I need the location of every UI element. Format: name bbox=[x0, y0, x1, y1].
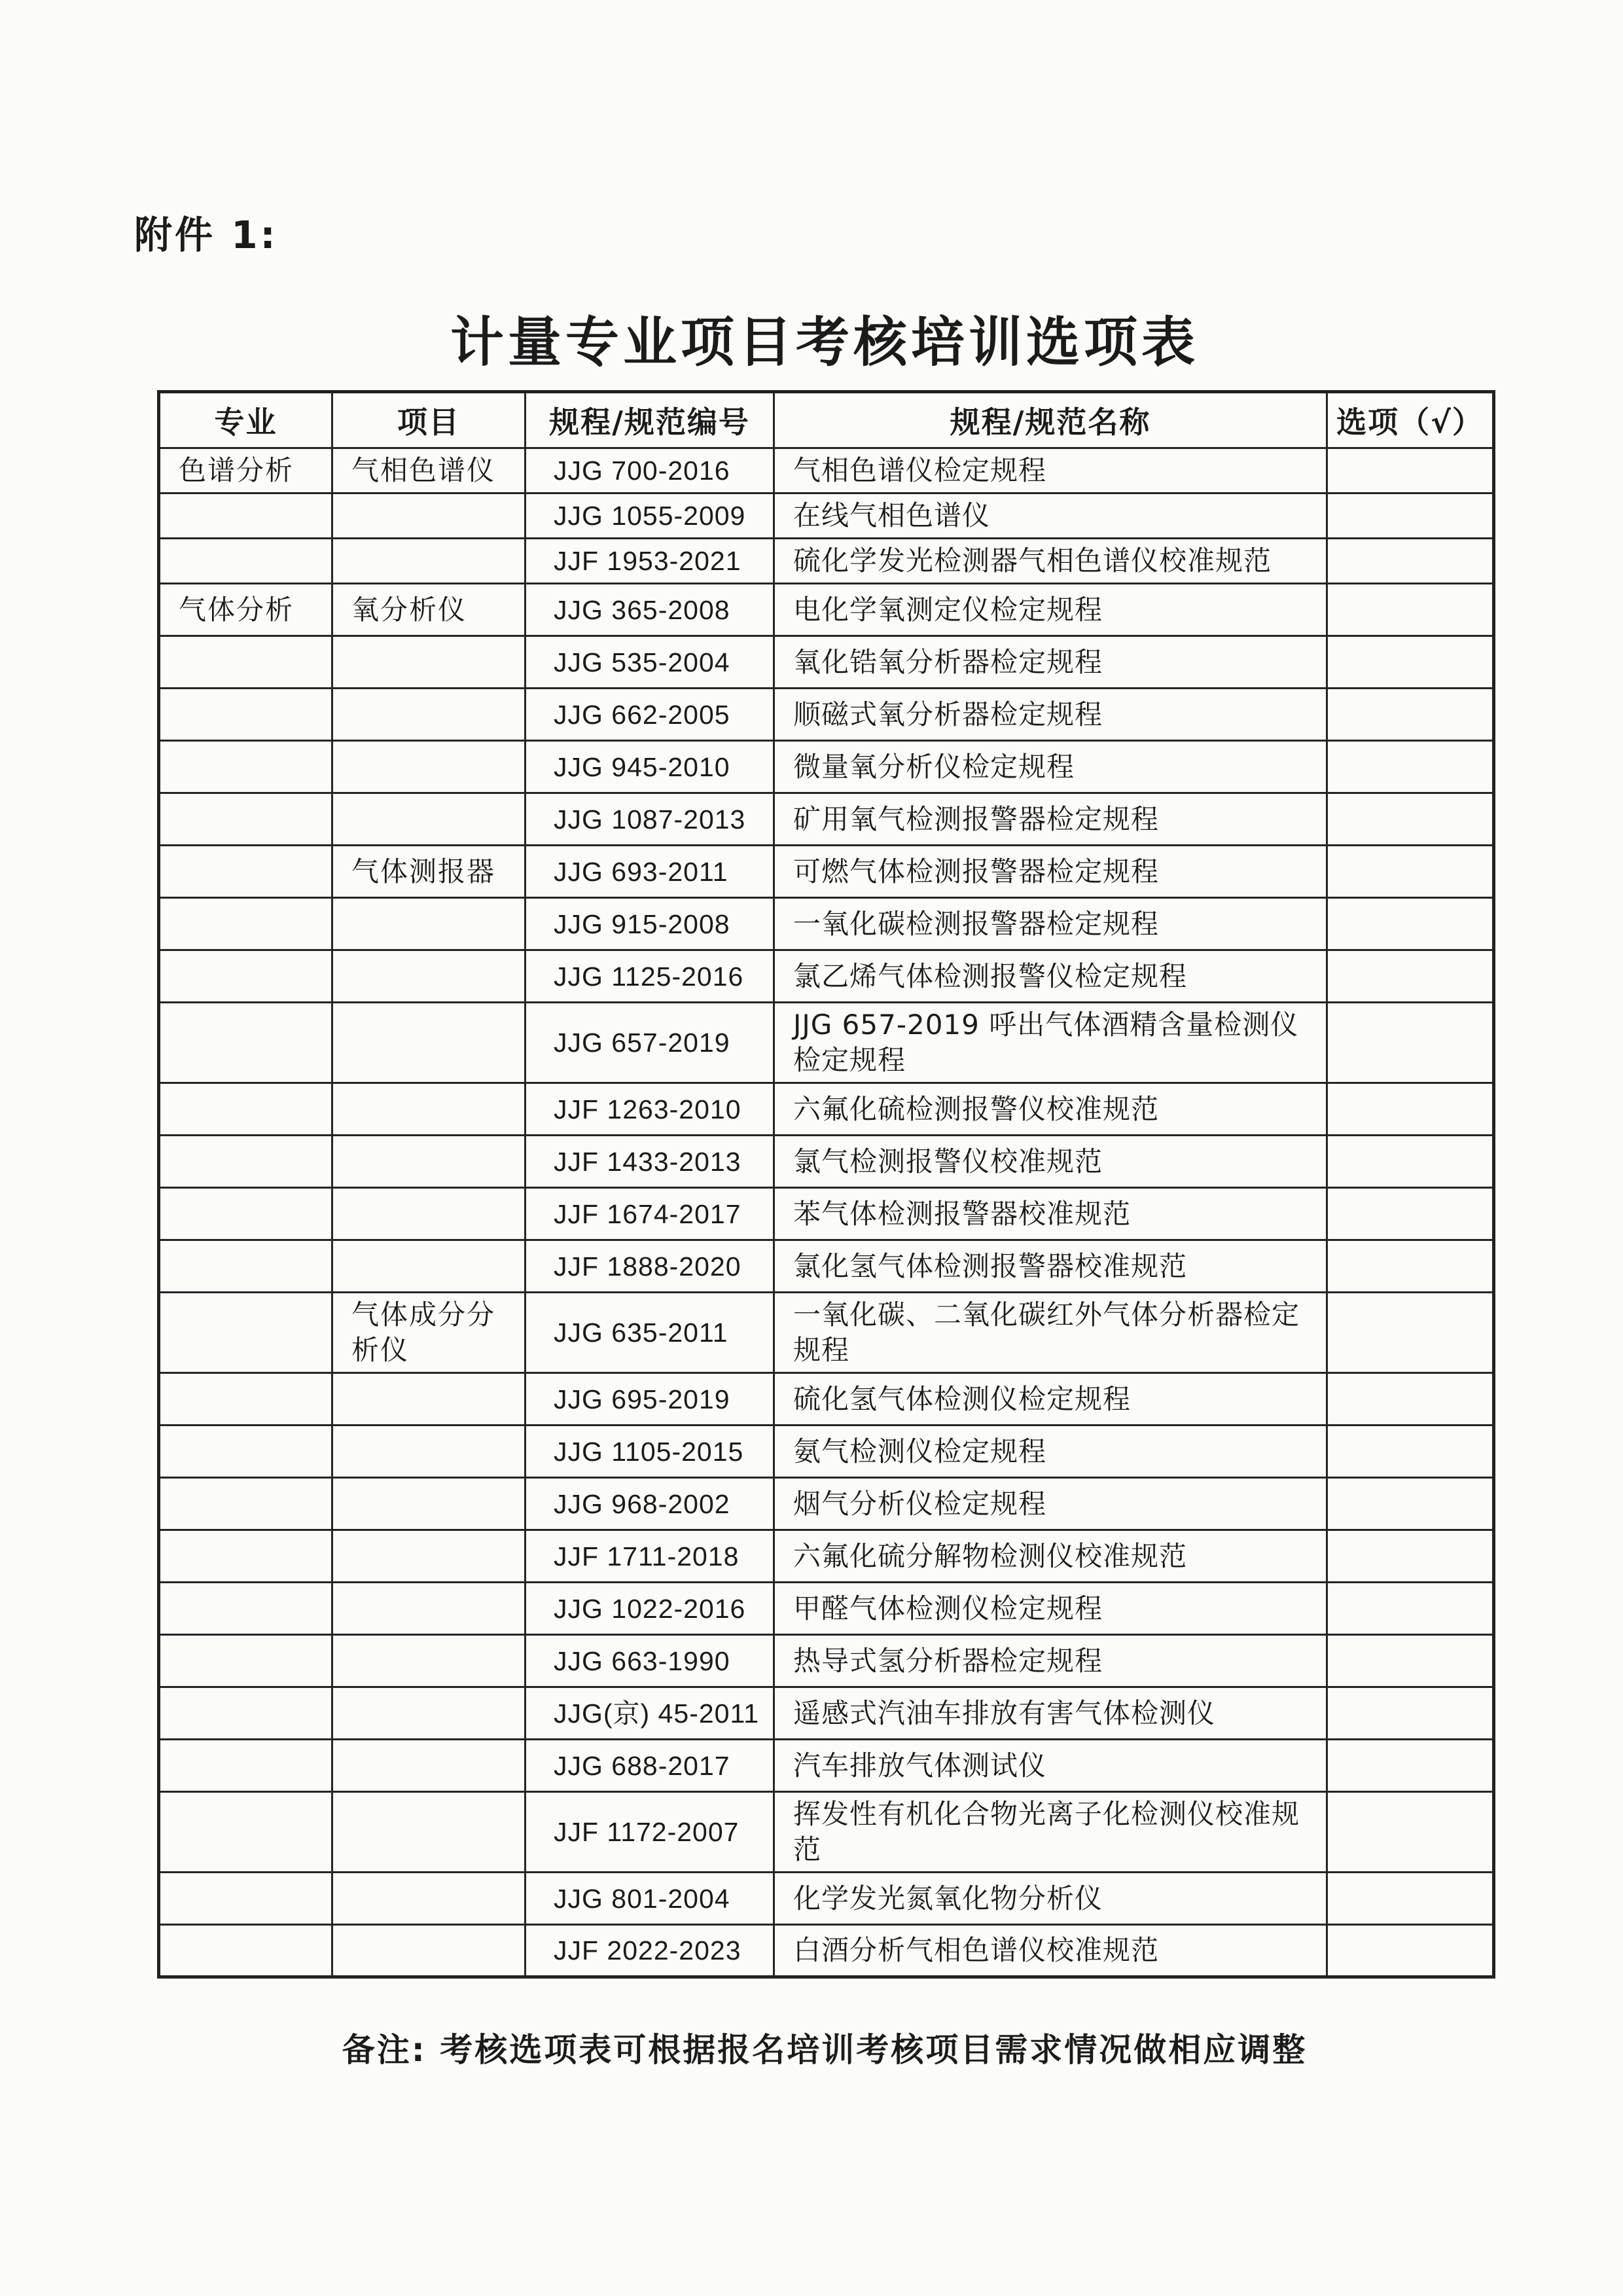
cell-name: 一氧化碳、二氧化碳红外气体分析器检定规程 bbox=[774, 1293, 1327, 1373]
table-row bbox=[159, 741, 1494, 793]
cell-name: 硫化氢气体检测仪检定规程 bbox=[774, 1373, 1327, 1426]
cell-option bbox=[1327, 1003, 1494, 1083]
cell-option bbox=[1327, 1740, 1494, 1792]
table-row bbox=[159, 1792, 1494, 1873]
cell-option bbox=[1327, 1478, 1494, 1530]
header-specialty: 专业 bbox=[159, 392, 332, 448]
cell-specialty bbox=[159, 1740, 332, 1792]
cell-specialty bbox=[159, 1240, 332, 1293]
table-row bbox=[159, 1873, 1494, 1925]
table-row bbox=[159, 1530, 1494, 1583]
cell-specialty bbox=[159, 1136, 332, 1188]
table-row bbox=[159, 1136, 1494, 1188]
cell-option bbox=[1327, 1687, 1494, 1740]
cell-specialty bbox=[159, 1083, 332, 1136]
cell-option bbox=[1327, 584, 1494, 636]
cell-option bbox=[1327, 950, 1494, 1003]
cell-project bbox=[332, 539, 526, 584]
cell-project bbox=[332, 689, 526, 741]
cell-project bbox=[332, 1188, 526, 1240]
table-row bbox=[159, 1240, 1494, 1293]
table-row bbox=[159, 898, 1494, 950]
cell-project bbox=[332, 793, 526, 846]
cell-name: 在线气相色谱仪 bbox=[774, 493, 1327, 539]
cell-project bbox=[332, 1740, 526, 1792]
cell-project bbox=[332, 1083, 526, 1136]
cell-code: JJG 635-2011 bbox=[526, 1293, 774, 1373]
cell-name: JJG 657-2019 呼出气体酒精含量检测仪检定规程 bbox=[774, 1003, 1327, 1083]
table-row bbox=[159, 689, 1494, 741]
cell-code: JJG 662-2005 bbox=[526, 689, 774, 741]
cell-name: 白酒分析气相色谱仪校准规范 bbox=[774, 1925, 1327, 1977]
cell-specialty: 气体分析 bbox=[159, 584, 332, 636]
table-row bbox=[159, 1293, 1494, 1373]
cell-option bbox=[1327, 1426, 1494, 1478]
cell-project bbox=[332, 741, 526, 793]
table-body bbox=[159, 448, 1494, 1977]
cell-name: 热导式氢分析器检定规程 bbox=[774, 1635, 1327, 1687]
cell-option bbox=[1327, 1530, 1494, 1583]
cell-project bbox=[332, 1792, 526, 1873]
cell-specialty bbox=[159, 1792, 332, 1873]
cell-name: 可燃气体检测报警器检定规程 bbox=[774, 846, 1327, 898]
table-row bbox=[159, 1925, 1494, 1977]
cell-code: JJG 365-2008 bbox=[526, 584, 774, 636]
cell-option bbox=[1327, 741, 1494, 793]
cell-specialty bbox=[159, 539, 332, 584]
cell-option bbox=[1327, 1293, 1494, 1373]
cell-name: 甲醛气体检测仪检定规程 bbox=[774, 1583, 1327, 1635]
cell-code: JJG 663-1990 bbox=[526, 1635, 774, 1687]
cell-name: 顺磁式氧分析器检定规程 bbox=[774, 689, 1327, 741]
cell-project bbox=[332, 1635, 526, 1687]
cell-name: 一氧化碳检测报警器检定规程 bbox=[774, 898, 1327, 950]
table-row bbox=[159, 584, 1494, 636]
table-header bbox=[159, 392, 1494, 448]
cell-option bbox=[1327, 1188, 1494, 1240]
cell-option bbox=[1327, 636, 1494, 689]
cell-name: 矿用氧气检测报警器检定规程 bbox=[774, 793, 1327, 846]
cell-option bbox=[1327, 493, 1494, 539]
cell-project bbox=[332, 1583, 526, 1635]
cell-code: JJF 1172-2007 bbox=[526, 1792, 774, 1873]
cell-project: 气体测报器 bbox=[332, 846, 526, 898]
cell-name: 氨气检测仪检定规程 bbox=[774, 1426, 1327, 1478]
cell-option bbox=[1327, 448, 1494, 493]
cell-specialty bbox=[159, 793, 332, 846]
cell-code: JJG 700-2016 bbox=[526, 448, 774, 493]
table-row bbox=[159, 1687, 1494, 1740]
cell-specialty bbox=[159, 1188, 332, 1240]
table-row bbox=[159, 1083, 1494, 1136]
cell-name: 氯乙烯气体检测报警仪检定规程 bbox=[774, 950, 1327, 1003]
cell-name: 微量氧分析仪检定规程 bbox=[774, 741, 1327, 793]
cell-project bbox=[332, 1925, 526, 1977]
header-option: 选项（√） bbox=[1327, 392, 1494, 448]
cell-specialty bbox=[159, 636, 332, 689]
cell-specialty bbox=[159, 741, 332, 793]
cell-code: JJG 1105-2015 bbox=[526, 1426, 774, 1478]
cell-specialty bbox=[159, 1635, 332, 1687]
cell-project bbox=[332, 1478, 526, 1530]
table-row bbox=[159, 448, 1494, 493]
cell-option bbox=[1327, 1792, 1494, 1873]
cell-code: JJF 1263-2010 bbox=[526, 1083, 774, 1136]
cell-specialty bbox=[159, 1003, 332, 1083]
cell-name: 化学发光氮氧化物分析仪 bbox=[774, 1873, 1327, 1925]
cell-name: 氯化氢气体检测报警器校准规范 bbox=[774, 1240, 1327, 1293]
cell-code: JJG 688-2017 bbox=[526, 1740, 774, 1792]
cell-code: JJF 1711-2018 bbox=[526, 1530, 774, 1583]
table-row bbox=[159, 539, 1494, 584]
cell-specialty bbox=[159, 950, 332, 1003]
cell-option bbox=[1327, 1373, 1494, 1426]
table-row bbox=[159, 493, 1494, 539]
cell-code: JJG 693-2011 bbox=[526, 846, 774, 898]
cell-specialty bbox=[159, 1426, 332, 1478]
cell-project: 气相色谱仪 bbox=[332, 448, 526, 493]
header-name: 规程/规范名称 bbox=[774, 392, 1327, 448]
cell-code: JJG 801-2004 bbox=[526, 1873, 774, 1925]
cell-project: 气体成分分析仪 bbox=[332, 1293, 526, 1373]
cell-code: JJG 695-2019 bbox=[526, 1373, 774, 1426]
cell-code: JJG 535-2004 bbox=[526, 636, 774, 689]
cell-specialty bbox=[159, 1873, 332, 1925]
cell-option bbox=[1327, 1583, 1494, 1635]
cell-code: JJF 2022-2023 bbox=[526, 1925, 774, 1977]
cell-project bbox=[332, 1687, 526, 1740]
cell-specialty bbox=[159, 493, 332, 539]
table-row bbox=[159, 1003, 1494, 1083]
cell-specialty bbox=[159, 1687, 332, 1740]
cell-specialty bbox=[159, 1925, 332, 1977]
cell-name: 硫化学发光检测器气相色谱仪校准规范 bbox=[774, 539, 1327, 584]
cell-option bbox=[1327, 1925, 1494, 1977]
cell-name: 烟气分析仪检定规程 bbox=[774, 1478, 1327, 1530]
table-row bbox=[159, 950, 1494, 1003]
cell-project bbox=[332, 898, 526, 950]
cell-option bbox=[1327, 1136, 1494, 1188]
cell-code: JJF 1888-2020 bbox=[526, 1240, 774, 1293]
table-row bbox=[159, 846, 1494, 898]
table-row bbox=[159, 1635, 1494, 1687]
cell-name: 苯气体检测报警器校准规范 bbox=[774, 1188, 1327, 1240]
cell-name: 遥感式汽油车排放有害气体检测仪 bbox=[774, 1687, 1327, 1740]
cell-code: JJG 1055-2009 bbox=[526, 493, 774, 539]
cell-name: 汽车排放气体测试仪 bbox=[774, 1740, 1327, 1792]
table-row bbox=[159, 1188, 1494, 1240]
training-options-table bbox=[157, 390, 1495, 1979]
cell-code: JJG 1022-2016 bbox=[526, 1583, 774, 1635]
page-title: 计量专业项目考核培训选项表 bbox=[450, 312, 1199, 374]
cell-option bbox=[1327, 898, 1494, 950]
cell-specialty bbox=[159, 898, 332, 950]
cell-project bbox=[332, 1873, 526, 1925]
cell-specialty bbox=[159, 1583, 332, 1635]
cell-option bbox=[1327, 689, 1494, 741]
cell-code: JJF 1953-2021 bbox=[526, 539, 774, 584]
cell-project bbox=[332, 1426, 526, 1478]
attachment-label: 附件 1: bbox=[134, 213, 278, 257]
cell-name: 六氟化硫分解物检测仪校准规范 bbox=[774, 1530, 1327, 1583]
table-row bbox=[159, 1583, 1494, 1635]
cell-code: JJG(京) 45-2011 bbox=[526, 1687, 774, 1740]
cell-specialty bbox=[159, 846, 332, 898]
cell-project bbox=[332, 1373, 526, 1426]
cell-specialty: 色谱分析 bbox=[159, 448, 332, 493]
cell-option bbox=[1327, 846, 1494, 898]
cell-specialty bbox=[159, 1530, 332, 1583]
footer-note: 备注: 考核选项表可根据报名培训考核项目需求情况做相应调整 bbox=[342, 2031, 1308, 2069]
cell-name: 气相色谱仪检定规程 bbox=[774, 448, 1327, 493]
cell-option bbox=[1327, 1083, 1494, 1136]
header-code: 规程/规范编号 bbox=[526, 392, 774, 448]
cell-project bbox=[332, 1136, 526, 1188]
cell-specialty bbox=[159, 689, 332, 741]
table-row bbox=[159, 793, 1494, 846]
cell-specialty bbox=[159, 1293, 332, 1373]
cell-option bbox=[1327, 1635, 1494, 1687]
table-row bbox=[159, 1478, 1494, 1530]
cell-option bbox=[1327, 793, 1494, 846]
cell-name: 氧化锆氧分析器检定规程 bbox=[774, 636, 1327, 689]
cell-project bbox=[332, 493, 526, 539]
cell-name: 氯气检测报警仪校准规范 bbox=[774, 1136, 1327, 1188]
table-row bbox=[159, 1373, 1494, 1426]
cell-project bbox=[332, 1003, 526, 1083]
cell-code: JJF 1674-2017 bbox=[526, 1188, 774, 1240]
table-row bbox=[159, 636, 1494, 689]
cell-code: JJG 915-2008 bbox=[526, 898, 774, 950]
cell-specialty bbox=[159, 1478, 332, 1530]
cell-project: 氧分析仪 bbox=[332, 584, 526, 636]
header-project: 项目 bbox=[332, 392, 526, 448]
cell-code: JJG 657-2019 bbox=[526, 1003, 774, 1083]
cell-code: JJG 968-2002 bbox=[526, 1478, 774, 1530]
table-row bbox=[159, 1740, 1494, 1792]
table-header-row bbox=[159, 392, 1494, 448]
cell-option bbox=[1327, 539, 1494, 584]
cell-specialty bbox=[159, 1373, 332, 1426]
cell-name: 电化学氧测定仪检定规程 bbox=[774, 584, 1327, 636]
cell-code: JJG 1087-2013 bbox=[526, 793, 774, 846]
table-row bbox=[159, 1426, 1494, 1478]
cell-project bbox=[332, 950, 526, 1003]
cell-name: 挥发性有机化合物光离子化检测仪校准规范 bbox=[774, 1792, 1327, 1873]
cell-option bbox=[1327, 1873, 1494, 1925]
cell-option bbox=[1327, 1240, 1494, 1293]
cell-code: JJG 1125-2016 bbox=[526, 950, 774, 1003]
cell-code: JJF 1433-2013 bbox=[526, 1136, 774, 1188]
cell-code: JJG 945-2010 bbox=[526, 741, 774, 793]
cell-project bbox=[332, 636, 526, 689]
cell-name: 六氟化硫检测报警仪校准规范 bbox=[774, 1083, 1327, 1136]
cell-project bbox=[332, 1240, 526, 1293]
cell-project bbox=[332, 1530, 526, 1583]
